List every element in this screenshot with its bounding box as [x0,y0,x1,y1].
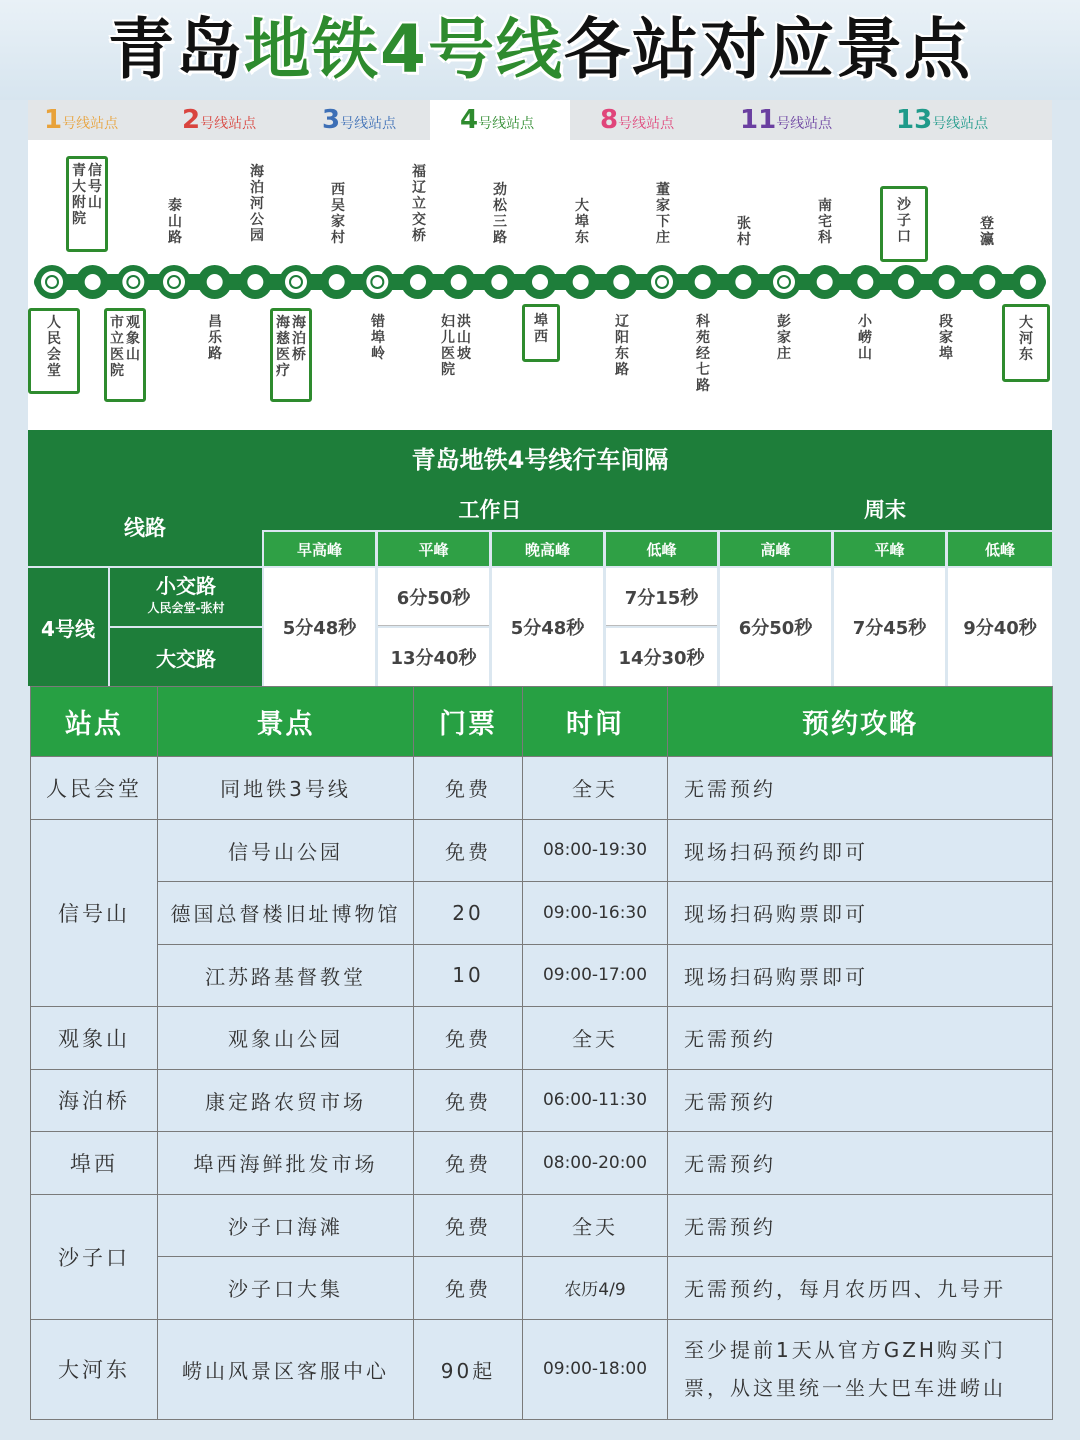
cell-ticket: 免费 [414,819,523,882]
station-xiaolaoshan: 小崂山 [858,314,872,362]
cell-spot: 康定路农贸市场 [158,1069,414,1132]
cell-time: 08:00-20:00 [523,1132,668,1195]
val-flat-small: 6分50秒 [378,568,489,626]
cell-spot: 信号山公园 [158,819,414,882]
table-header-row [31,687,1053,757]
station-guanxiangshan: 市立医院观象山 [104,308,146,402]
station-dot-center [735,274,751,290]
val-weekend-low: 9分40秒 [948,568,1052,686]
station-dot-center [207,274,223,290]
station-jinsongsanlu: 劲松三路 [493,182,507,246]
table-row [31,1257,1053,1320]
cell-station: 信号山 [31,819,158,1007]
station-dot-center [857,274,873,290]
cell-time: 全天 [523,757,668,820]
station-dot-center [491,274,507,290]
col-spot: 景点 [158,687,414,757]
headway-title: 青岛地铁4号线行车间隔 [28,430,1052,488]
line-map [28,140,1052,430]
station-dot-center [817,274,833,290]
cell-ticket: 20 [414,882,523,945]
cell-ticket: 免费 [414,757,523,820]
cell-tip: 现场扫码购票即可 [668,882,1053,945]
small-route: 小交路 人民会堂-张村 [110,568,262,626]
table-row [31,1132,1053,1195]
cell-station: 海泊桥 [31,1069,158,1132]
title-part-3: 各站对应景点 [563,11,972,88]
cell-tip: 现场扫码预约即可 [668,819,1053,882]
station-changlelu: 昌乐路 [208,314,222,362]
col-station: 站点 [31,687,158,757]
tip-line-2: 票，从这里统一坐大巴车进崂山 [684,1376,1006,1400]
tab-line-2[interactable]: 2号线站点 [182,105,257,135]
cell-time: 06:00-11:30 [523,1069,668,1132]
cell-station: 观象山 [31,1007,158,1070]
cell-spot: 埠西海鲜批发市场 [158,1132,414,1195]
cell-spot: 江苏路基督教堂 [158,944,414,1007]
cell-station: 人民会堂 [31,757,158,820]
station-dot-center [247,274,263,290]
station-cuobuling: 错埠岭 [371,314,385,362]
period-evening-peak: 晚高峰 [492,532,603,566]
cell-ticket: 免费 [414,1132,523,1195]
route-label: 线路 [28,488,262,566]
station-dot-center [1020,274,1036,290]
col-time: 时间 [523,687,668,757]
title-part-1: 青岛 [108,11,245,88]
station-haiboqiao: 海慈医疗海泊桥 [270,308,312,402]
station-dot-center [613,274,629,290]
period-morning-peak: 早高峰 [264,532,375,566]
station-dot-center [573,274,589,290]
cell-time: 全天 [523,1007,668,1070]
period-flat: 平峰 [378,532,489,566]
col-tip: 预约攻略 [668,687,1053,757]
val-low-small: 7分15秒 [606,568,717,626]
station-dot-center [651,271,673,293]
station-liaoyangdonglu: 辽阳东路 [615,314,629,378]
station-dot-center [410,274,426,290]
station-dot-center [329,274,345,290]
cell-spot: 观象山公园 [158,1007,414,1070]
table-row [31,882,1053,945]
cell-tip [668,1319,1053,1419]
station-duanjiabu: 段家埠 [939,314,953,362]
cell-tip: 无需预约 [668,1069,1053,1132]
tab-line-3[interactable]: 3号线站点 [322,105,397,135]
val-morning-peak: 5分48秒 [264,568,375,686]
headway-section [28,430,1052,686]
station-dongjiaxiazhuang: 董家下庄 [656,182,670,246]
weekend-low: 低峰 [948,532,1052,566]
val-low-big: 14分30秒 [606,628,717,686]
station-taishanlu: 泰山路 [168,198,182,246]
cell-tip: 无需预约 [668,1007,1053,1070]
station-dot-center [41,271,63,293]
big-route: 大交路 [110,628,262,686]
station-dot-center [285,271,307,293]
col-ticket: 门票 [414,687,523,757]
tab-line-11[interactable]: 11号线站点 [740,105,833,135]
tip-line-1: 至少提前1天从官方GZH购买门 [684,1338,1006,1362]
cell-tip: 现场扫码购票即可 [668,944,1053,1007]
table-row [31,1319,1053,1419]
header [0,0,1080,100]
cell-ticket: 90起 [414,1319,523,1419]
val-weekend-peak: 6分50秒 [720,568,831,686]
period-low: 低峰 [606,532,717,566]
cell-time: 09:00-16:30 [523,882,668,945]
weekend-flat: 平峰 [834,532,945,566]
val-weekend-flat: 7分45秒 [834,568,945,686]
attractions-table [30,686,1053,1420]
station-haibohegongyuan: 海泊河公园 [250,164,264,244]
weekend-peak: 高峰 [720,532,831,566]
cell-tip: 无需预约 [668,1132,1053,1195]
title-part-2: 地铁4号线 [244,11,564,88]
cell-tip: 无需预约 [668,757,1053,820]
station-dot-center [532,274,548,290]
cell-ticket: 免费 [414,1194,523,1257]
table-row [31,1007,1053,1070]
tab-line-1[interactable]: 1号线站点 [44,105,119,135]
tab-line-8[interactable]: 8号线站点 [600,105,675,135]
weekend-label: 周末 [718,488,1052,530]
cell-time: 08:00-19:30 [523,819,668,882]
cell-station: 埠西 [31,1132,158,1195]
cell-time: 09:00-17:00 [523,944,668,1007]
tab-line-4[interactable]: 4号线站点 [430,100,570,140]
station-dengying: 登瀛 [980,216,994,248]
station-shazikou: 沙子口 [880,186,928,262]
page-title [0,8,1080,92]
cell-tip: 无需预约 [668,1194,1053,1257]
station-dot-center [451,274,467,290]
station-buxi: 埠西 [522,304,560,362]
cell-spot: 沙子口大集 [158,1257,414,1320]
cell-station: 沙子口 [31,1194,158,1319]
table-row [31,944,1053,1007]
station-fuliaolijiaoqiao: 福辽立交桥 [412,164,426,244]
station-kyuanjingqilu: 科苑经七路 [696,314,710,394]
cell-ticket: 免费 [414,1007,523,1070]
station-dahedong: 大河东 [1002,304,1050,382]
table-row [31,757,1053,820]
station-dot-center [85,274,101,290]
cell-time: 09:00-18:00 [523,1319,668,1419]
table-row [31,1194,1053,1257]
station-dot-center [773,271,795,293]
table-row [31,1069,1053,1132]
cell-spot: 沙子口海滩 [158,1194,414,1257]
cell-tip: 无需预约，每月农历四、九号开 [668,1257,1053,1320]
cell-spot: 崂山风景区客服中心 [158,1319,414,1419]
workday-label: 工作日 [262,488,718,530]
station-dot-center [366,271,388,293]
val-flat-big: 13分40秒 [378,628,489,686]
station-dot-center [163,271,185,293]
station-dot-center [695,274,711,290]
station-dot-center [898,274,914,290]
station-zhangcun: 张村 [737,216,751,248]
line-name: 4号线 [28,568,108,686]
station-renminhuitang: 人民会堂 [28,308,80,394]
station-xinhaoshan: 青大附院信号山 [66,156,108,252]
station-hongshanpo: 妇儿医院洪山坡 [441,314,471,378]
tab-line-13[interactable]: 13号线站点 [896,105,989,135]
line-tabs [28,100,1052,140]
cell-spot: 同地铁3号线 [158,757,414,820]
station-xiwujiacun: 西吴家村 [331,182,345,246]
station-dot-center [979,274,995,290]
cell-ticket: 免费 [414,1069,523,1132]
station-dabudong: 大埠东 [575,198,589,246]
station-dot-center [939,274,955,290]
val-evening-peak: 5分48秒 [492,568,603,686]
table-row [31,819,1053,882]
cell-time: 全天 [523,1194,668,1257]
cell-spot: 德国总督楼旧址博物馆 [158,882,414,945]
cell-station: 大河东 [31,1319,158,1419]
line-track [28,260,1052,304]
station-dot-center [122,271,144,293]
cell-time: 农历4/9 [523,1257,668,1320]
cell-ticket: 10 [414,944,523,1007]
cell-ticket: 免费 [414,1257,523,1320]
station-pengjiazhuang: 彭家庄 [777,314,791,362]
station-nanzhaike: 南宅科 [818,198,832,246]
